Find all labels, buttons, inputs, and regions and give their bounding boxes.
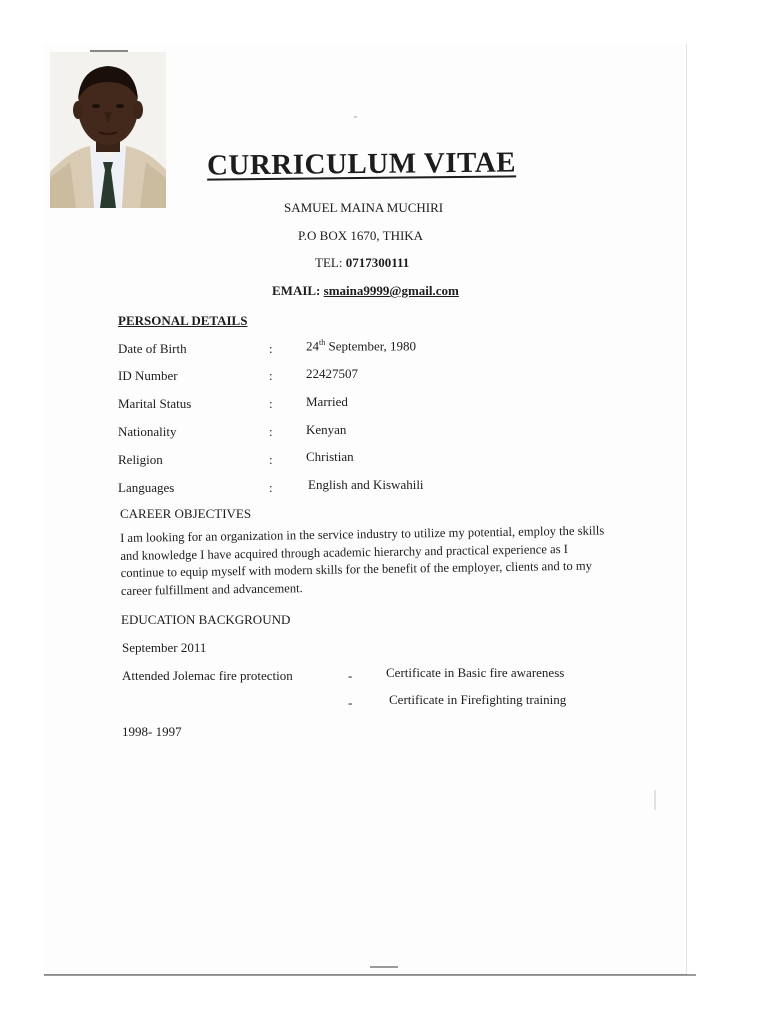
education-heading: EDUCATION BACKGROUND: [121, 612, 291, 627]
career-objectives-heading: CAREER OBJECTIVES: [120, 506, 252, 521]
telephone-label: TEL:: [315, 255, 346, 270]
languages-value: English and Kiswahili: [308, 477, 424, 492]
marital-status-colon: :: [269, 396, 273, 411]
dob-suffix: th: [319, 338, 326, 347]
scan-speck: [370, 966, 398, 968]
id-number-value: 22427507: [306, 366, 358, 381]
postal-address: P.O BOX 1670, THIKA: [298, 228, 424, 243]
email-label: EMAIL:: [272, 283, 324, 298]
profile-photo: [50, 52, 166, 208]
nationality-value: Kenyan: [306, 422, 347, 437]
education-bullet-1: -: [348, 668, 353, 683]
dob-label: Date of Birth: [118, 341, 187, 356]
languages-label: Languages: [118, 480, 175, 495]
marital-status-label: Marital Status: [118, 396, 192, 411]
scan-edge: [44, 974, 696, 976]
id-number-label: ID Number: [118, 368, 178, 383]
candidate-name: SAMUEL MAINA MUCHIRI: [284, 200, 444, 215]
nationality-colon: :: [269, 424, 273, 439]
telephone: [315, 255, 409, 271]
dob-value: [306, 338, 416, 354]
career-line-3: continue to equip myself with modern skills for the benefit of the employer, clients and to my: [120, 558, 593, 580]
cv-title: CURRICULUM VITAE: [206, 146, 517, 182]
career-line-4: career fulfillment and advancement.: [120, 580, 303, 598]
id-number-colon: :: [269, 368, 273, 383]
email-address[interactable]: smaina9999@gmail.com: [323, 283, 459, 298]
certificate-basic-fire: Certificate in Basic fire awareness: [386, 665, 565, 680]
career-objectives-text: [120, 522, 611, 600]
religion-label: Religion: [118, 452, 163, 467]
career-line-2: and knowledge I have acquired through academic hierarchy and practical experience as I: [120, 541, 569, 563]
religion-value: Christian: [306, 449, 354, 464]
telephone-number: 0717300111: [345, 255, 410, 270]
dob-day: 24: [306, 338, 319, 354]
photo-clip-mark: [90, 50, 128, 52]
scan-speck: [354, 116, 357, 118]
dob-colon: :: [269, 341, 273, 356]
scan-speck: [654, 790, 656, 810]
religion-colon: :: [269, 452, 273, 467]
certificate-firefighting: Certificate in Firefighting training: [389, 692, 567, 707]
nationality-label: Nationality: [118, 424, 177, 439]
languages-colon: :: [269, 480, 273, 495]
education-date-2: 1998- 1997: [122, 724, 182, 739]
education-bullet-2: -: [348, 695, 353, 710]
career-line-1: I am looking for an organization in the service industry to utilize my potential, employ the skills: [120, 523, 605, 545]
dob-month-year: September, 1980: [325, 338, 417, 354]
marital-status-value: Married: [306, 394, 348, 409]
email: [272, 283, 459, 299]
education-entry-1: Attended Jolemac fire protection: [122, 668, 293, 683]
education-date-1: September 2011: [122, 640, 207, 655]
personal-details-heading: PERSONAL DETAILS: [118, 313, 248, 328]
